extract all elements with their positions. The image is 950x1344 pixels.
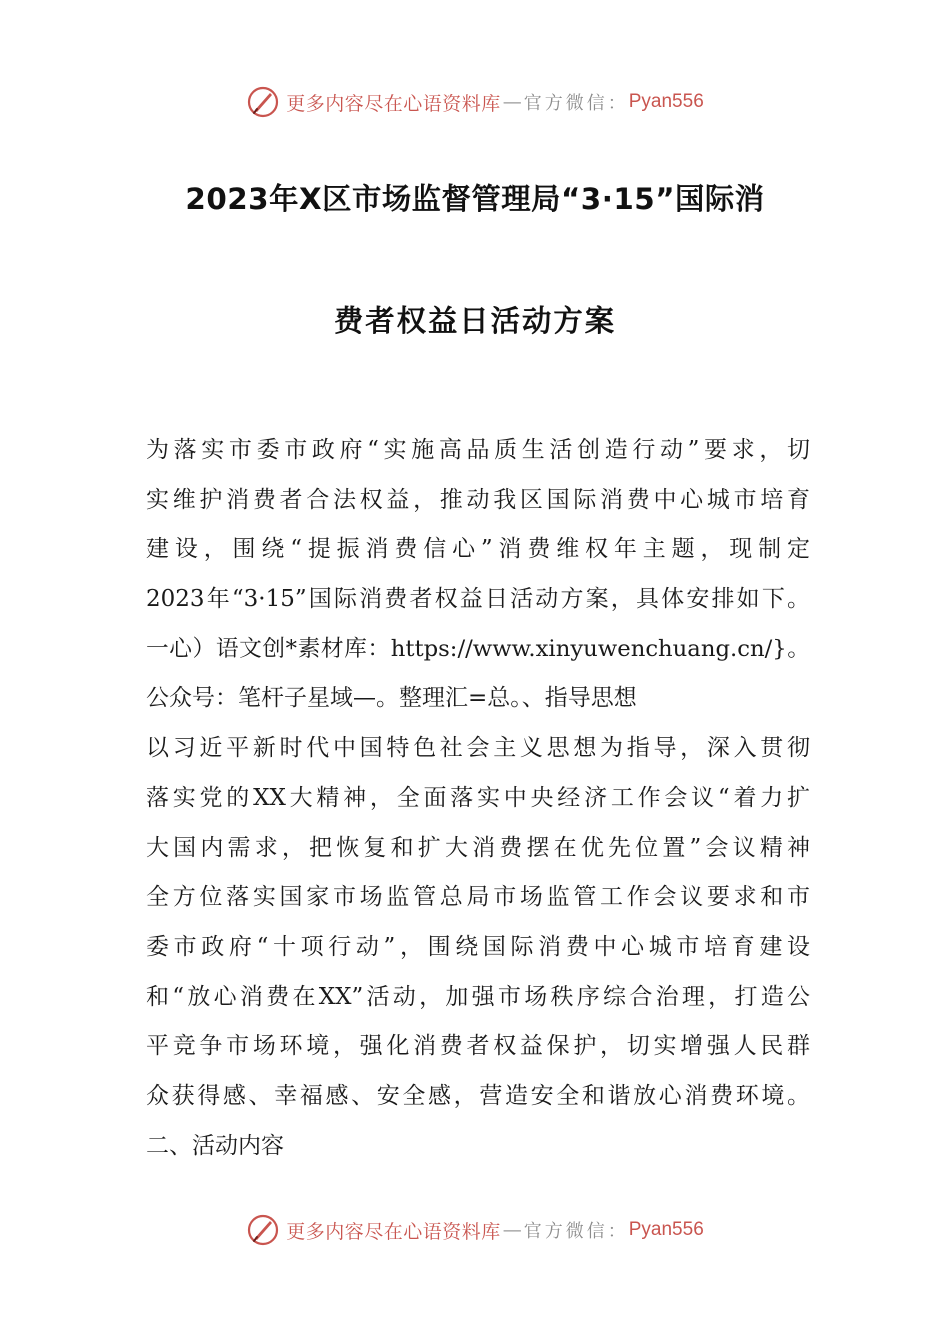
watermark-brand: 更多内容尽在心语资料库 [286, 1220, 501, 1243]
body-line: 一心）语文创*素材库：https://www.xinyuwenchuang.cn/}。 [146, 635, 810, 662]
quill-logo-icon [246, 85, 280, 119]
watermark-id: Pyan556 [628, 91, 704, 112]
body-line: 大国内需求，把恢复和扩大消费摆在优先位置”会议精神 [146, 834, 810, 861]
document-body [146, 426, 810, 1171]
body-line: 全方位落实国家市场监管总局市场监管工作会议要求和市 [146, 884, 810, 911]
body-line: 公众号：笔杆子星域—。整理汇=总。、指导思想 [146, 685, 637, 712]
watermark-dash: — [502, 1219, 522, 1241]
body-line: 以习近平新时代中国特色社会主义思想为指导，深入贯彻 [146, 735, 810, 762]
watermark-id: Pyan556 [628, 1219, 704, 1240]
body-line: 落实党的XX大精神，全面落实中央经济工作会议“着力扩 [146, 784, 810, 811]
document-title-line-2: 费者权益日活动方案 [333, 304, 617, 338]
body-line: 2023年“3·15”国际消费者权益日活动方案，具体安排如下。 [146, 586, 810, 613]
body-line: 实维护消费者合法权益，推动我区国际消费中心城市培育 [146, 486, 810, 513]
watermark-dash: — [502, 91, 522, 113]
body-line: 建设，围绕“提振消费信心”消费维权年主题，现制定 [146, 536, 810, 563]
body-line: 平竞争市场环境，强化消费者权益保护，切实增强人民群 [146, 1033, 810, 1060]
body-line: 委市政府“十项行动”，围绕国际消费中心城市培育建设 [146, 933, 810, 960]
header-watermark [0, 82, 950, 122]
footer-watermark [0, 1210, 950, 1250]
watermark-sub: 官方微信： [523, 93, 629, 114]
quill-logo-icon [246, 1213, 280, 1247]
body-line: 和“放心消费在XX”活动，加强市场秩序综合治理，打造公 [146, 983, 810, 1010]
document-title-line-1: 2023年X区市场监督管理局“3·15”国际消 [185, 182, 765, 216]
body-line: 众获得感、幸福感、安全感，营造安全和谐放心消费环境。 [146, 1082, 810, 1109]
watermark-brand: 更多内容尽在心语资料库 [286, 92, 501, 115]
section-heading: 二、活动内容 [146, 1132, 284, 1159]
body-line: 为落实市委市政府“实施高品质生活创造行动”要求，切 [146, 437, 810, 463]
watermark-sub: 官方微信： [523, 1221, 629, 1242]
